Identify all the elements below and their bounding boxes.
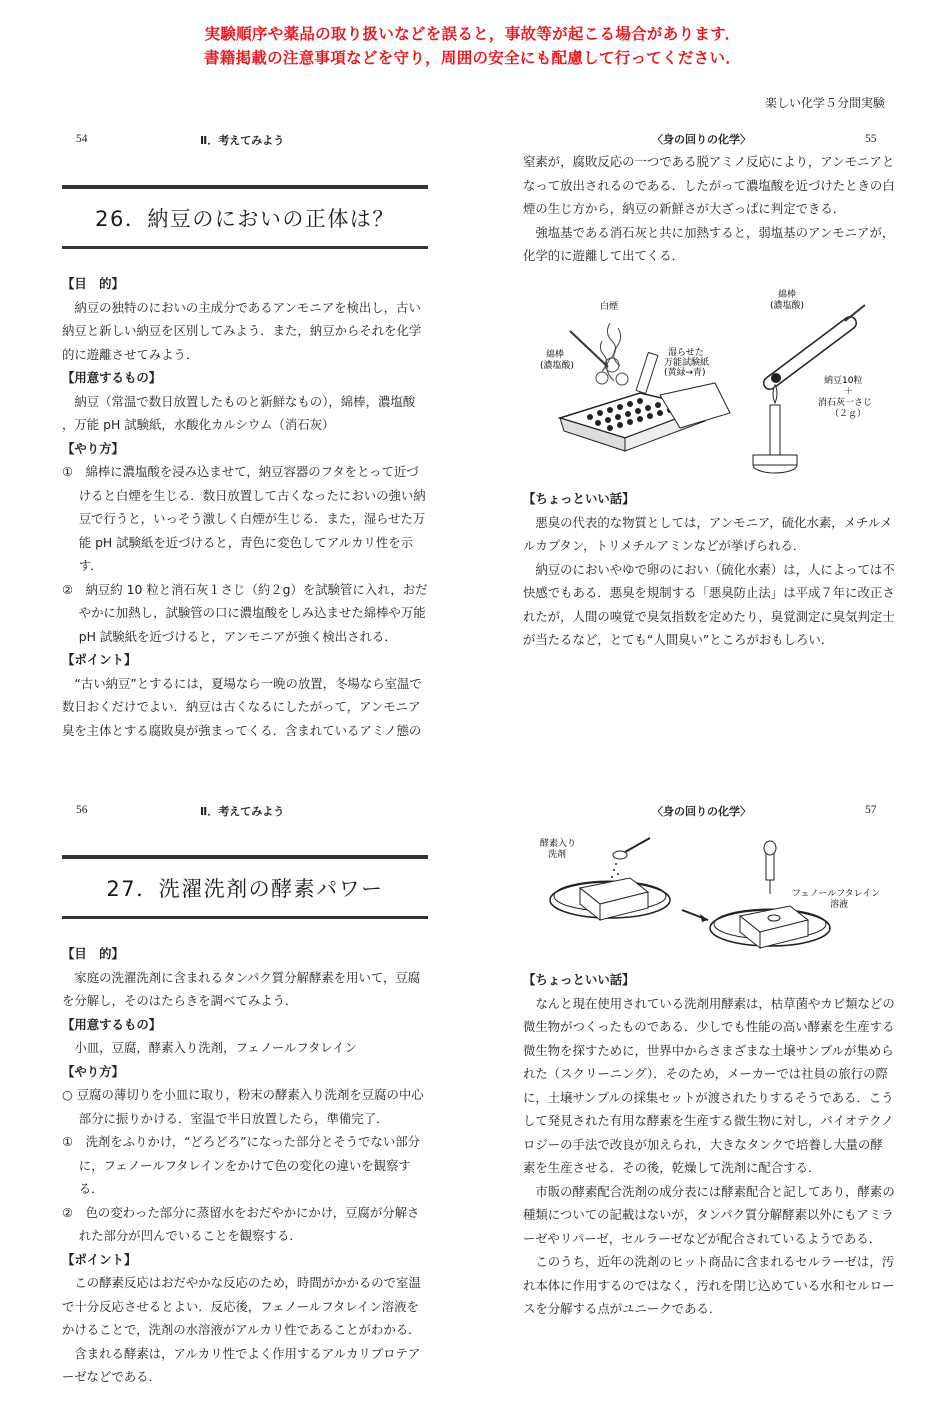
paragraph: ① 洗剤をふりかけ，“どろどろ”になった部分とそうでない部分に，フェノールフタレインをかけて色の変化の違いを観察する． [62,1134,420,1196]
chapter-title-box-2 [62,855,428,919]
white-smoke-icon [596,323,628,385]
natto-experiment-figure [530,283,890,483]
page-55-text-top [523,150,895,268]
page-number-54: 54 [76,133,88,145]
paragraph: この酵素反応はおだやかな反応のため，時間がかかるので室温で十分反応させるとよい．反応後，フェノールフタレイン溶液をかけることで，洗剤の水溶液がアルカリ性であることがわかる． [62,1275,421,1337]
paragraph: 含まれる酵素は，アルカリ性でよく作用するアルカリプロテアーゼなどである． [62,1345,421,1384]
series-title: 楽しい化学５分間実験 [764,96,885,110]
warning-line-2: 書籍掲載の注意事項などを守り，周囲の安全にも配慮して行ってください． [203,49,742,67]
paragraph: 窒素が，腐敗反応の一つである脱アミノ反応により，アンモニアとなって放出されるのである．したがって濃塩酸を近づけたときの白煙の生じ方から，納豆の新鮮さが大ざっぱに判定できる． [523,154,895,216]
label-phenol: フェノールフタレイン溶液 [792,889,881,910]
paragraph: 悪臭の代表的な物質としては，アンモニア，硫化水素，メチルメルカプタン，トリメチルアミンなどが挙げられる． [523,514,893,553]
paragraph: ① 綿棒に濃塩酸を浸み込ませて，納豆容器のフタをとって近づけると白煙を生じる．数日放置して古くなったにおいの強い納豆で行うと，いっそう激しく白煙が生じる．また，湿らせた万能 pH 試験紙を近づけると，青色に変色してアルカリ性を示す． [62,464,426,573]
chapter-title-box [62,185,428,249]
page-number-56: 56 [76,804,88,816]
cotton-swab-icon [570,331,608,367]
alcohol-lamp-icon [753,385,797,473]
page-57-text [523,968,895,1321]
paragraph: 小皿，豆腐，酵素入り洗剤，フェノールフタレイン [74,1040,357,1055]
page-number-55: 55 [865,133,877,145]
paragraph: なんと現在使用されている洗剤用酵素は，枯草菌やカビ類などの微生物がつくったものである．少しでも性能の高い酵素を生産する微生物を探すために，世界中からさまざまな土壌サンプルが集められた（スクリーニング）．そのため，メーカーでは社員の旅行の際に，土壌サンプルの採集セットが渡されたりするそうである．こうして発見された有用な酵素を生産する微生物に対し，バイオテクノロジーの手法で改良が加えられ，大きなタンクで培養し大量の酵素を生産させる．その後，乾燥して洗剤に配合する． [523,995,895,1175]
paragraph: このうち，近年の洗剤のヒット商品に含まれるセルラーゼは，汚れ本体に作用するのではなく，汚れを閉じ込めている水和セルロースを分解する点がユニークである． [523,1254,895,1316]
warning-line-1: 実験順序や薬品の取り扱いなどを誤ると，事故等が起こる場合があります． [204,25,741,43]
section-heading: 【やり方】 [62,440,124,456]
paragraph: “古い納豆”とするには，夏場なら一晩の放置，冬場なら室温で数日おくだけでよい．納豆は古くなるにしたがって，アンモニア臭を主体とする腐敗臭が強まってくる．含まれているアミノ態の [62,675,422,738]
tofu-illustration [530,830,890,970]
dish-with-tofu-2-icon [710,906,830,948]
paragraph: ② 納豆約 10 粒と消石灰１さじ（約２g）を試験管に入れ，おだやかに加熱し，試験管の口に濃塩酸をしみ込ませた綿棒や万能 pH 試験紙を近づけると，アンモニアが強く検出される． [62,581,428,644]
section-heading: 【やり方】 [62,1063,124,1079]
section-heading: 【ポイント】 [62,652,137,667]
running-head-right: 〈身の回りの化学〉 [652,133,751,146]
dish-with-tofu-icon [550,878,670,920]
detergent-powder-icon [611,863,619,878]
page-56-text [62,942,430,1389]
label-detergent: 酵素入り洗剤 [540,839,577,860]
section-heading: 【ちょっといい話】 [523,972,635,987]
label-swab-2: 綿棒(濃塩酸) [770,290,805,311]
tofu-experiment-figure [530,830,890,970]
paragraph: 納豆（常温で数日放置したものと新鮮なもの），綿棒，濃塩酸 [74,393,416,409]
section-heading: 【目 的】 [62,276,124,291]
section-heading: 【ちょっといい話】 [523,491,635,506]
paragraph: 市販の酵素配合洗剤の成分表には酵素配合と記してあり，酵素の種類についての記載はないが，タンパク質分解酵素以外にもアミラーゼやリパーゼ，セルラーゼなどが配合されているようである． [523,1183,895,1246]
paragraph: 家庭の洗濯洗剤に含まれるタンパク質分解酵素を用いて，豆腐を分解し，そのはたらきを調べてみよう． [62,969,421,1008]
arrowhead-icon [700,914,708,922]
label-tube-contents: 納豆10粒＋消石灰一さじ（２ｇ） [818,376,873,419]
test-tube-icon [770,323,850,383]
section-heading: 【用意するもの】 [62,370,162,385]
running-head-left-2: Ⅱ．考えてみよう [200,805,285,818]
natto-illustration [530,283,890,483]
paragraph: ，万能 pH 試験紙，水酸化カルシウム（消石灰） [62,417,335,432]
section-heading: 【用意するもの】 [62,1016,162,1032]
page-number-57: 57 [865,804,877,816]
paragraph: 納豆のにおいやゆで卵のにおい（硫化水素）は，人によっては不快感でもある．悪臭を規制する「悪臭防止法」は平成７年に改正されたが，人間の嗅覚で臭気指数を定めたり，臭覚測定に臭気判定士が当たるなど，とても“人間臭い”ところがおもしろい． [523,561,895,647]
dropper-icon [764,841,776,894]
running-head-left: Ⅱ．考えてみよう [200,134,285,147]
label-test-paper: 湿らせた万能試験紙(黄緑→青) [664,348,710,378]
running-head-right-2: 〈身の回りの化学〉 [652,805,751,818]
chapter-title-2: 27．洗濯洗剤の酵素パワー [106,877,384,901]
chapter-title: 26．納豆のにおいの正体は？ [95,207,395,231]
safety-warning [0,22,945,70]
label-swab: 綿棒(濃塩酸) [540,350,575,371]
section-heading: 【ポイント】 [62,1251,137,1267]
paragraph: ② 色の変わった部分に蒸留水をおだやかにかけ，豆腐が分解された部分が凹んでいることを観察する． [62,1204,420,1243]
paragraph: 納豆の独特のにおいの主成分であるアンモニアを検出し，古い納豆と新しい納豆を区別してみよう．また，納豆からそれを化学的に遊離させてみよう． [62,299,422,362]
paragraph: ○ 豆腐の薄切りを小皿に取り，粉末の酵素入り洗剤を豆腐の中心部分に振りかける．室温で半日放置したら，準備完了． [62,1087,424,1126]
label-smoke: 白煙 [600,302,619,312]
test-paper-icon [636,352,658,393]
page-55-text-bottom [523,487,895,652]
spoon-icon [613,838,650,859]
section-heading: 【目 的】 [62,946,124,961]
page-54-text [62,272,430,742]
paragraph: 強塩基である消石灰と共に加熱すると，弱塩基のアンモニアが，化学的に遊離して出てくる． [523,224,895,263]
